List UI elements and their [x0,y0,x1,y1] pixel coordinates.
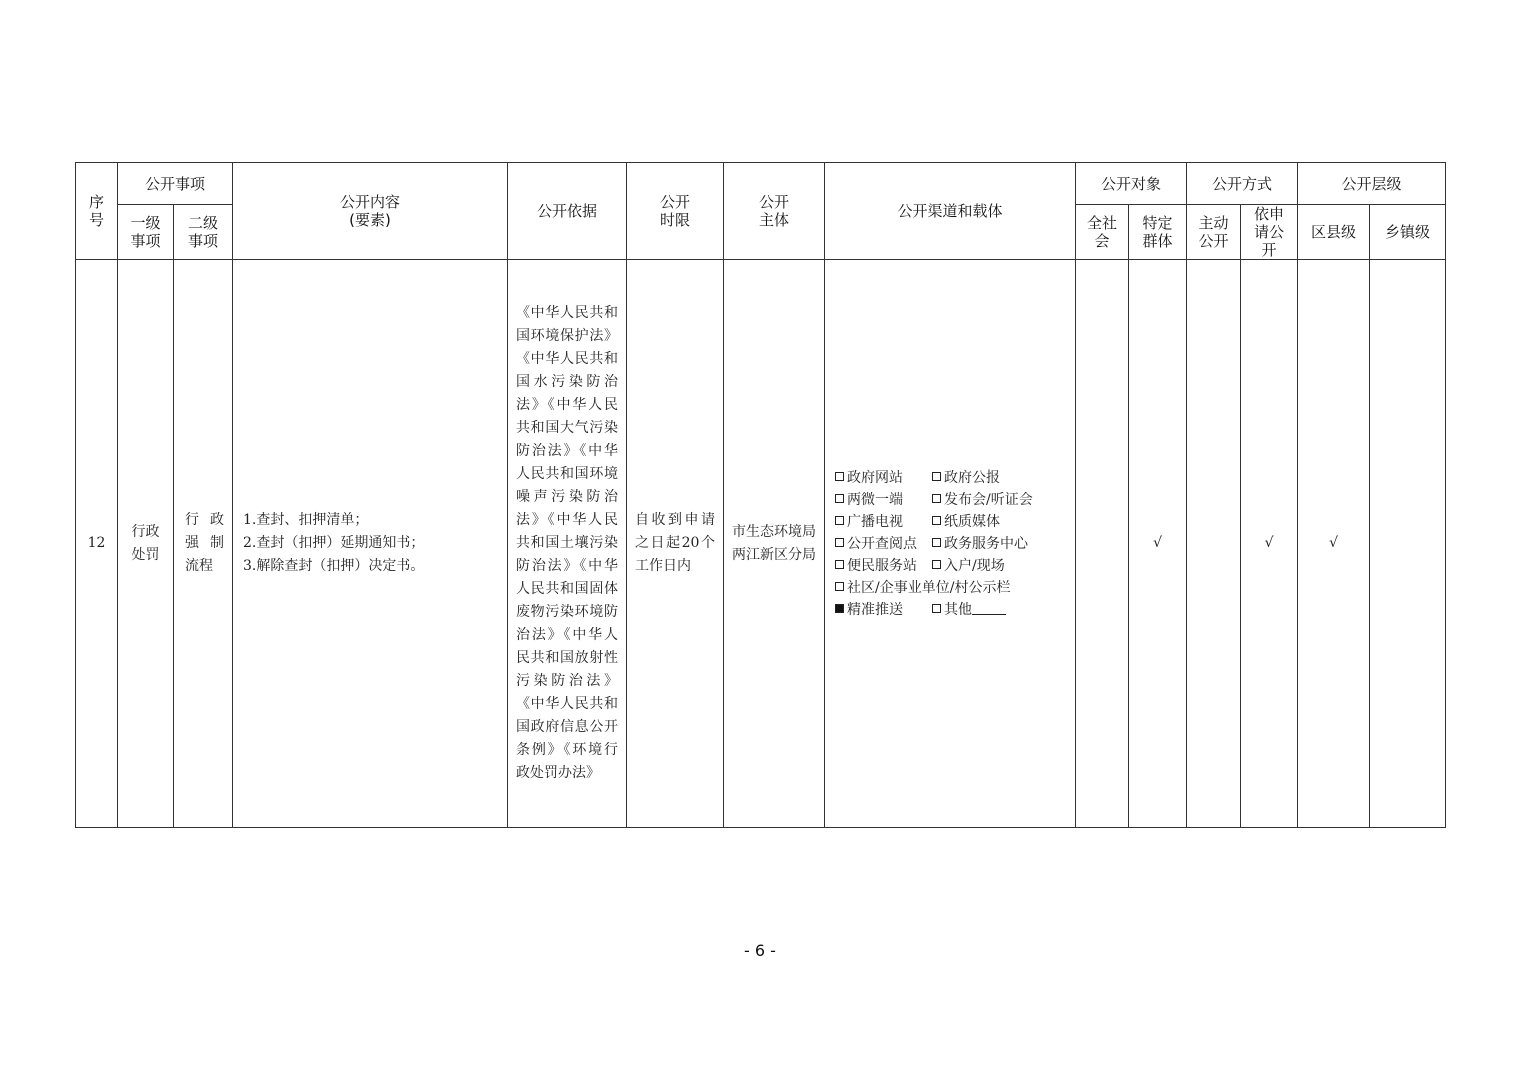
channel-option: 社区/企事业单位/村公示栏 [835,577,1010,599]
row-method-active [1187,260,1241,828]
row-subject: 市生态环境局两江新区分局 [724,260,825,828]
checkbox-icon [835,538,844,547]
checked-box-icon [835,604,844,613]
channel-option: 精准推送 [835,599,932,621]
blank-line [972,602,1006,615]
header-level1: 一级事项 [118,205,174,260]
header-basis: 公开依据 [508,163,627,260]
page-number: - 6 - [744,941,776,960]
checkbox-icon [835,582,844,591]
channel-option: 政务服务中心 [932,533,1028,555]
header-matter: 公开事项 [118,163,233,205]
header-level-county: 区县级 [1298,205,1370,260]
header-method-request: 依申请公开 [1241,205,1298,260]
row-content [233,260,508,828]
checkbox-icon [835,516,844,525]
table-row [76,260,1446,828]
checkbox-icon [932,516,941,525]
channel-option: 其他 [932,599,1006,621]
channel-option: 政府公报 [932,467,1000,489]
channel-option: 发布会/听证会 [932,489,1033,511]
checkbox-icon [932,604,941,613]
checkbox-icon [932,494,941,503]
channel-option: 公开查阅点 [835,533,932,555]
row-level-county: √ [1298,260,1370,828]
checkbox-icon [932,472,941,481]
header-time-limit: 公开时限 [627,163,724,260]
channel-option: 便民服务站 [835,555,932,577]
row-level2: 行政强制流程 [174,260,233,828]
row-level-town [1370,260,1446,828]
content-item-2: 2.查封（扣押）延期通知书； [243,535,425,551]
channel-option: 广播电视 [835,511,932,533]
header-channel: 公开渠道和载体 [825,163,1076,260]
header-method: 公开方式 [1187,163,1298,205]
row-target-all [1076,260,1129,828]
row-target-group: √ [1129,260,1187,828]
header-level-town: 乡镇级 [1370,205,1446,260]
header-target-all: 全社会 [1076,205,1129,260]
disclosure-table [75,162,1446,828]
channel-option: 纸质媒体 [932,511,1000,533]
checkbox-icon [835,472,844,481]
header-target: 公开对象 [1076,163,1187,205]
header-seq: 序号 [76,163,118,260]
header-target-group: 特定群体 [1129,205,1187,260]
content-item-1: 1.查封、扣押清单； [243,512,369,528]
checkbox-icon [932,538,941,547]
channel-option: 两微一端 [835,489,932,511]
header-level: 公开层级 [1298,163,1446,205]
header-method-active: 主动公开 [1187,205,1241,260]
checkbox-icon [932,560,941,569]
header-level2: 二级事项 [174,205,233,260]
channel-option: 政府网站 [835,467,932,489]
row-level1: 行政处罚 [118,260,174,828]
header-subject: 公开主体 [724,163,825,260]
content-item-3: 3.解除查封（扣押）决定书。 [243,558,425,574]
row-basis: 《中华人民共和国环境保护法》《中华人民共和国水污染防治法》《中华人民共和国大气污染防治法》《中华人民共和国环境噪声污染防治法》《中华人民共和国土壤污染防治法》《中华人民共和国固体废物污染环境防治法》《中华人民共和国放射性污染防治法》《中华人民共和国政府信息公开条例》《环境行政处罚办法》 [508,260,627,828]
checkbox-icon [835,560,844,569]
row-seq: 12 [76,260,118,828]
header-content: 公开内容(要素) [233,163,508,260]
row-time-limit: 自收到申请之日起20个工作日内 [627,260,724,828]
row-method-request: √ [1241,260,1298,828]
channel-option: 入户/现场 [932,555,1005,577]
row-channels [825,260,1076,828]
checkbox-icon [835,494,844,503]
header-row-1 [76,163,1446,205]
